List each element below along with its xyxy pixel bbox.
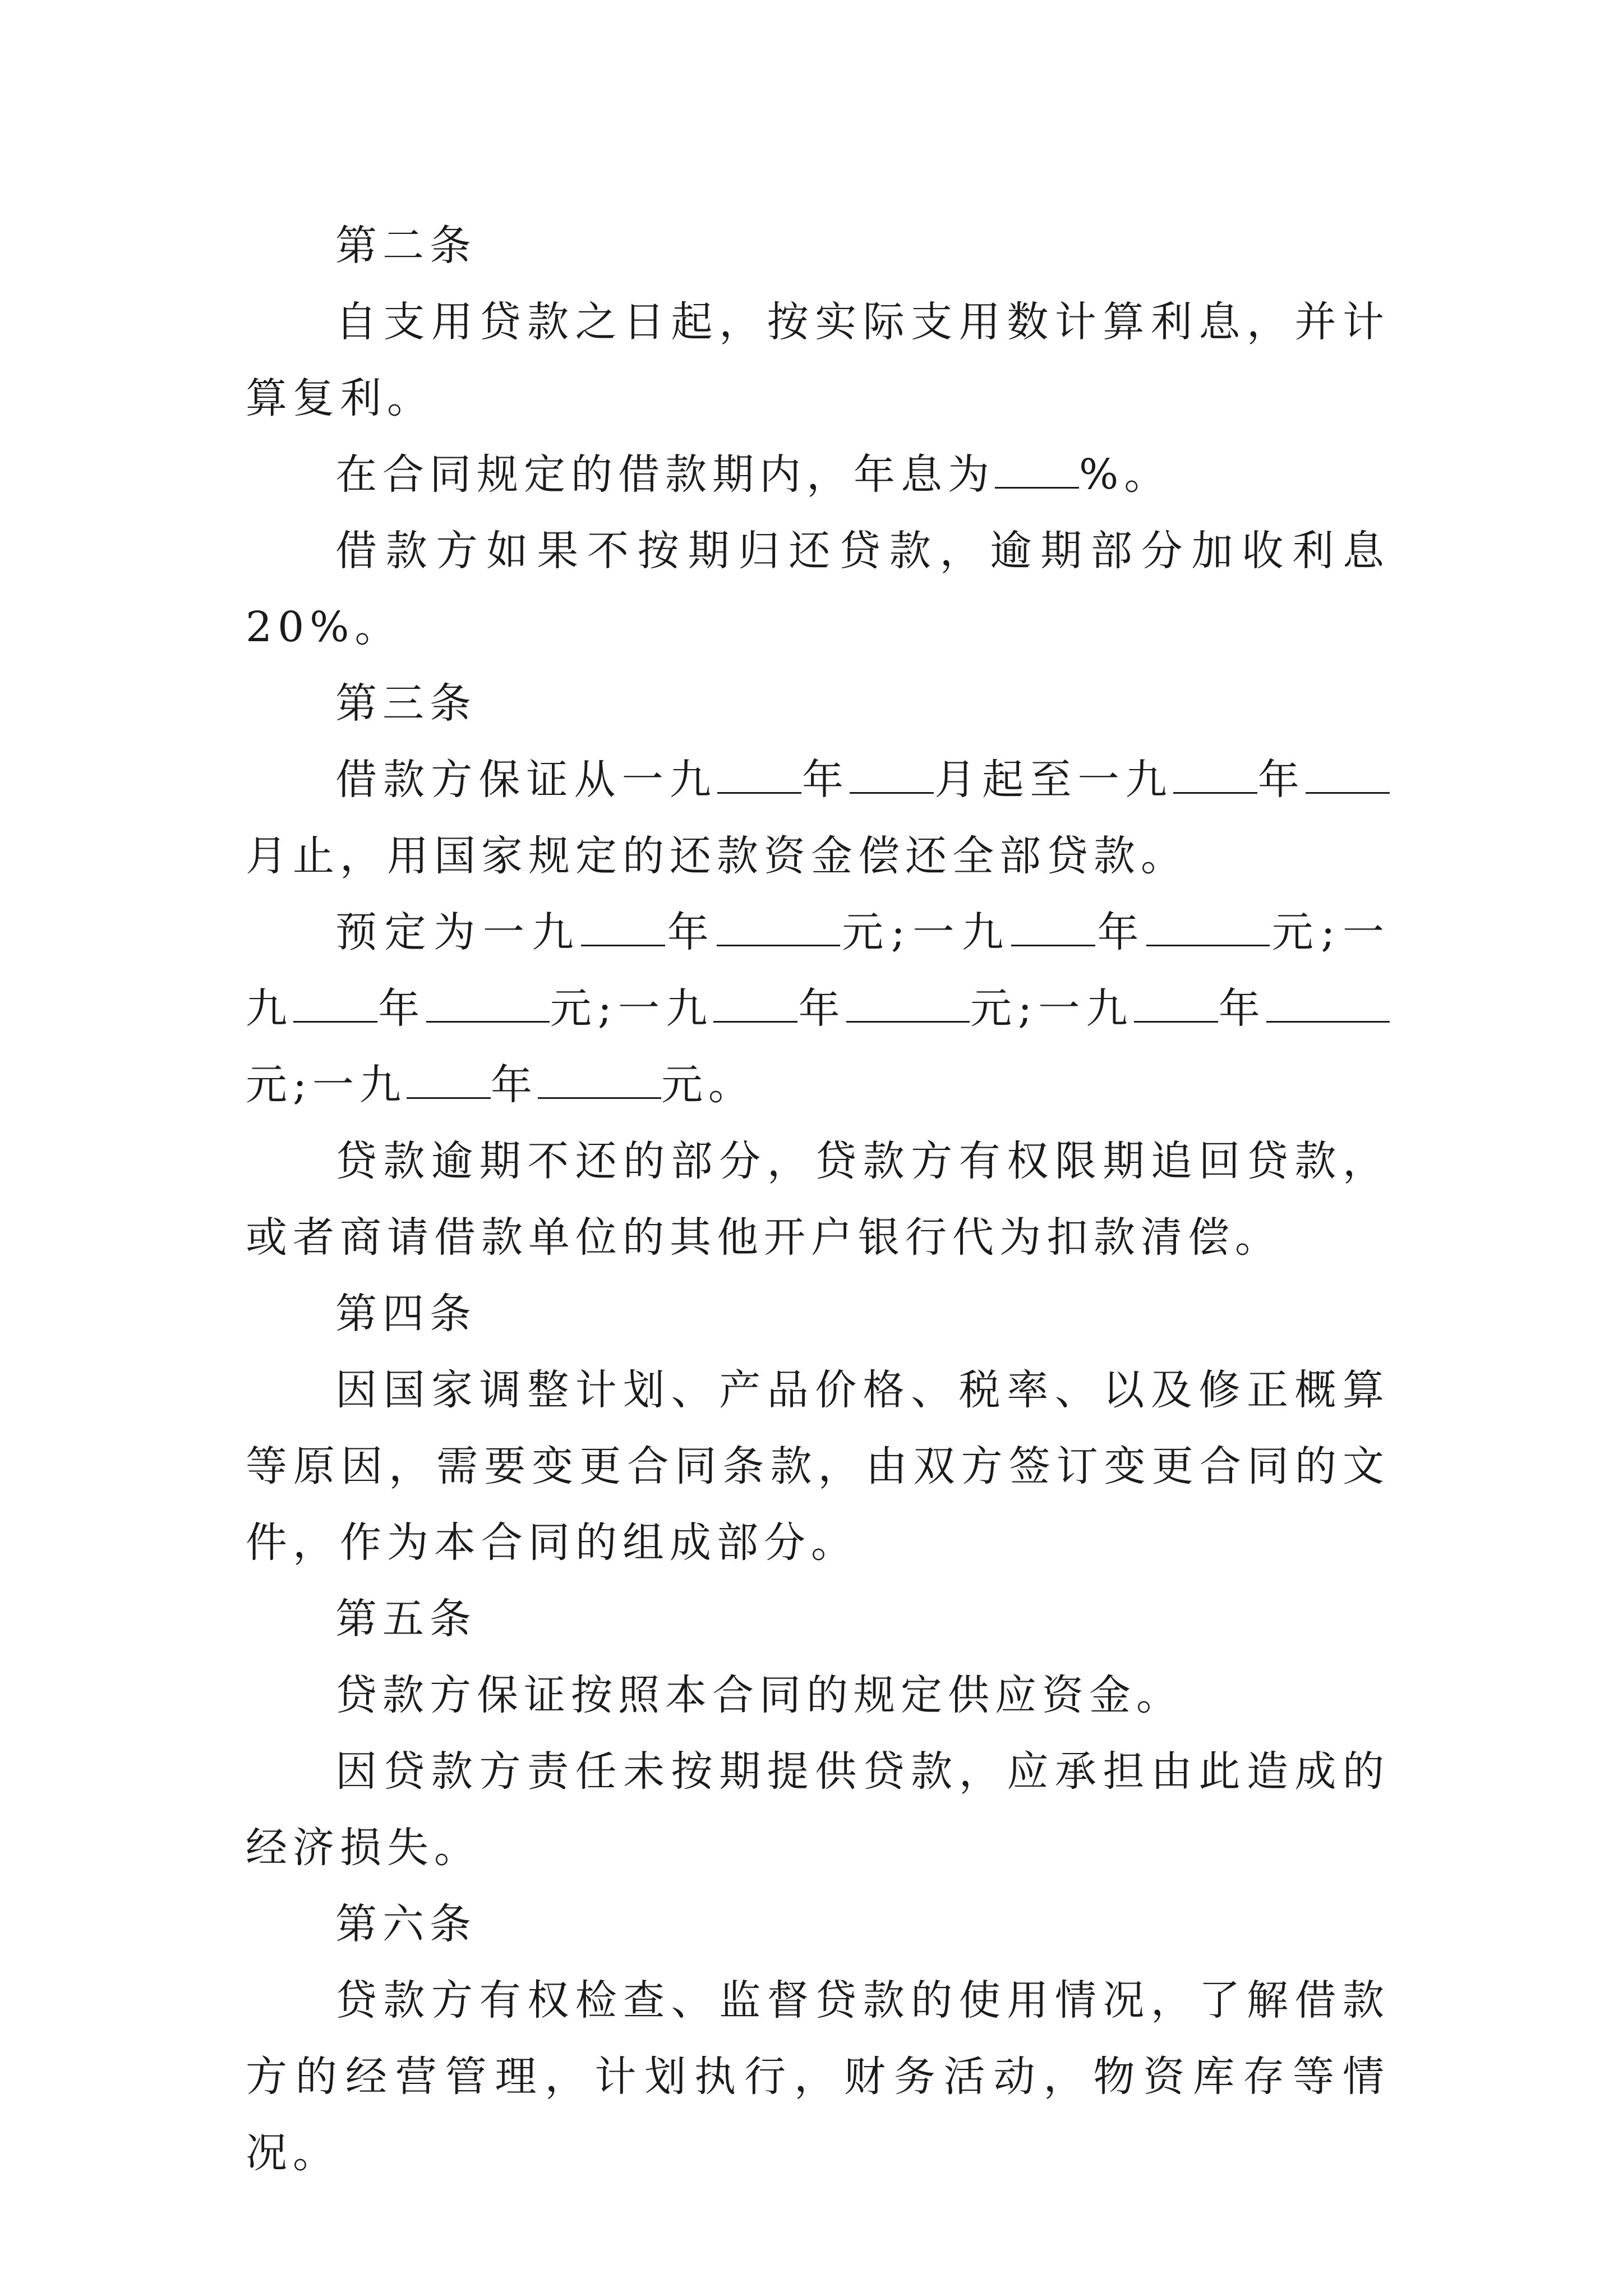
paragraph-fund-supply: 贷款方保证按照本合同的规定供应资金。 [335, 1671, 1183, 1719]
blank-field-year [717, 758, 801, 794]
blank-field-amount [426, 987, 550, 1023]
paragraph-contract-changes: 因国家调整计划、产品价格、税率、以及修正概算等原因，需要变更合同条款，由双方签订变更合同的文件，作为本合同的组成部分。 [246, 1366, 1390, 1567]
paragraph-repayment-schedule [246, 894, 1390, 1123]
blank-field-amount [1266, 987, 1390, 1023]
blank-field-amount [846, 987, 970, 1023]
text-segment: 元;一九 [549, 984, 714, 1033]
blank-field-year [581, 911, 665, 946]
paragraph-inspection-rights: 贷款方有权检查、监督贷款的使用情况，了解借款方的经营管理，计划执行，财务活动，物资库存等情况。 [246, 1976, 1390, 2177]
blank-field-year [713, 987, 797, 1023]
article-heading-4: 第四条 [335, 1290, 477, 1338]
paragraph-annual-interest [246, 436, 1390, 513]
text-segment: 月止，用国家规定的还款资金偿还全部贷款。 [246, 832, 1188, 880]
text-segment: 年 [801, 756, 850, 804]
text-segment: 元;一九 [969, 984, 1134, 1033]
blank-field-month [1306, 758, 1390, 794]
article-heading-5: 第五条 [335, 1595, 477, 1643]
document-body [246, 208, 1390, 2191]
text-segment: 年 [1218, 984, 1267, 1033]
text-segment: 预定为一九 [335, 908, 582, 956]
blank-field-amount [538, 1064, 661, 1099]
text-segment: 年 [1257, 756, 1306, 804]
text-segment: 年 [1095, 908, 1147, 956]
text-segment: 借款方保证从一九 [335, 756, 717, 804]
text-segment: 元;一九 [840, 908, 1011, 956]
paragraph-overdue-interest: 借款方如果不按期归还贷款，逾期部分加收利息20%。 [246, 527, 1390, 651]
blank-field-year [1173, 758, 1257, 794]
text-segment: %。 [1079, 450, 1172, 499]
blank-field-amount [1146, 911, 1270, 946]
blank-field-year [407, 1064, 491, 1099]
text-segment: 元。 [661, 1061, 755, 1109]
text-segment: 元;一九 [246, 1061, 407, 1109]
text-segment: 元;一九 [246, 908, 1390, 1033]
text-segment: 年 [377, 984, 426, 1033]
text-segment: 在合同规定的借款期内，年息为 [335, 450, 995, 499]
blank-field-year [1011, 911, 1095, 946]
text-segment: 年 [490, 1061, 538, 1109]
paragraph-lender-liability: 因贷款方责任未按期提供贷款，应承担由此造成的经济损失。 [246, 1747, 1390, 1872]
paragraph-repayment-period [246, 742, 1390, 894]
article-heading-6: 第六条 [335, 1900, 477, 1948]
blank-field-year [1134, 987, 1218, 1023]
blank-field-month [850, 758, 934, 794]
text-segment: 年 [665, 908, 717, 956]
text-segment: 年 [797, 984, 846, 1033]
blank-field-year [293, 987, 377, 1023]
blank-field-rate [995, 453, 1079, 489]
paragraph-overdue-recovery: 贷款逾期不还的部分，贷款方有权限期追回贷款，或者商请借款单位的其他开户银行代为扣款清偿。 [246, 1137, 1390, 1262]
blank-field-amount [717, 911, 840, 946]
paragraph-interest-calculation: 自支用贷款之日起，按实际支用数计算利息，并计算复利。 [246, 298, 1390, 422]
text-segment: 月起至一九 [934, 756, 1173, 804]
article-heading-3: 第三条 [335, 679, 477, 728]
article-heading-2: 第二条 [335, 222, 477, 270]
